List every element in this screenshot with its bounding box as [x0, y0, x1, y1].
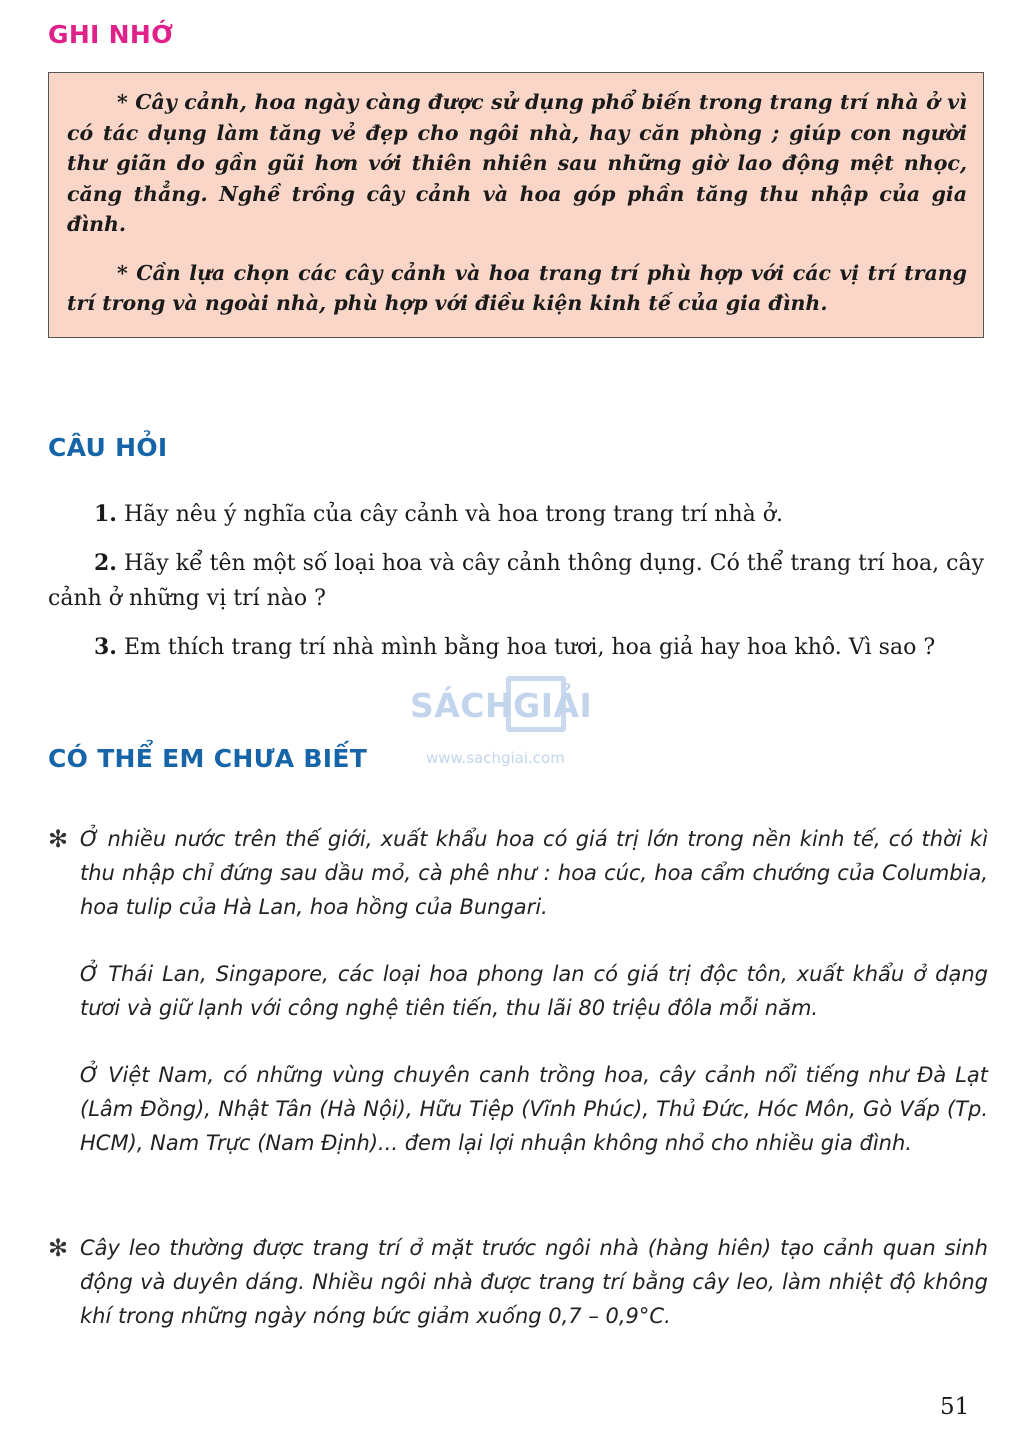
question-text: Hãy nêu ý nghĩa của cây cảnh và hoa trong trang trí nhà ở. [123, 502, 783, 527]
fact-block-flower-export [48, 822, 988, 1160]
question-item [48, 497, 984, 532]
fact-block-climbing-plants [48, 1231, 988, 1333]
watermark-url: www.sachgiai.com [426, 749, 565, 767]
memo-paragraph-1: * Cây cảnh, hoa ngày càng được sử dụng phổ biến trong trang trí nhà ở vì có tác dụng làm tăng vẻ đẹp cho ngôi nhà, hay căn phòng ; giúp con người thư giãn do gần gũi hơn với thiên nhiên sau những giờ lao động mệt nhọc, căng thẳng. Nghề trồng cây cảnh và hoa góp phần tăng thu nhập của gia đình. [67, 90, 967, 236]
memo-paragraph-2: * Cần lựa chọn các cây cảnh và hoa trang trí phù hợp với các vị trí trang trí trong và ngoài nhà, phù hợp với điều kiện kinh tế của gia đình. [67, 260, 967, 315]
questions-heading: CÂU HỎI [48, 433, 168, 462]
question-item [48, 546, 984, 616]
question-text: Em thích trang trí nhà mình bằng hoa tươi, hoa giả hay hoa khô. Vì sao ? [123, 635, 936, 660]
fact-paragraph: Ở nhiều nước trên thế giới, xuất khẩu hoa có giá trị lớn trong nền kinh tế, có thời kì thu nhập chỉ đứng sau dầu mỏ, cà phê như : hoa cúc, hoa cẩm chướng của Columbia, hoa tulip của Hà Lan, hoa hồng của Bungari. [80, 827, 988, 919]
question-number: 1. [94, 501, 117, 527]
memo-box [48, 72, 984, 338]
fact-paragraph: Cây leo thường được trang trí ở mặt trước ngôi nhà (hàng hiên) tạo cảnh quan sinh động và duyên dáng. Nhiều ngôi nhà được trang trí bằng cây leo, làm nhiệt độ không khí trong những ngày nóng bức giảm xuống 0,7 – 0,9°C. [80, 1236, 988, 1328]
watermark-logo [410, 672, 620, 772]
fact-paragraph: Ở Việt Nam, có những vùng chuyên canh trồng hoa, cây cảnh nổi tiếng như Đà Lạt (Lâm Đồng), Nhật Tân (Hà Nội), Hữu Tiệp (Vĩnh Phúc), Thủ Đức, Hóc Môn, Gò Vấp (Tp. HCM), Nam Trực (Nam Định)... đem lại lợi nhuận không nhỏ cho nhiều gia đình. [80, 1063, 988, 1155]
watermark-title: SÁCHGIẢI [410, 686, 593, 725]
asterisk-bullet-icon: ✻ [48, 825, 69, 853]
question-number: 3. [94, 634, 117, 660]
memo-heading: GHI NHỚ [48, 20, 174, 49]
page-number: 51 [940, 1394, 970, 1420]
question-text: Hãy kể tên một số loại hoa và cây cảnh thông dụng. Có thể trang trí hoa, cây cảnh ở những vị trí nào ? [48, 551, 984, 611]
questions-list [48, 497, 984, 679]
fact-paragraph: Ở Thái Lan, Singapore, các loại hoa phong lan có giá trị độc tôn, xuất khẩu ở dạng tươi và giữ lạnh với công nghệ tiên tiến, thu lãi 80 triệu đôla mỗi năm. [80, 962, 988, 1020]
did-you-know-heading: CÓ THỂ EM CHƯA BIẾT [48, 744, 368, 773]
asterisk-bullet-icon: ✻ [48, 1234, 69, 1262]
question-number: 2. [94, 550, 117, 576]
question-item [48, 630, 984, 665]
